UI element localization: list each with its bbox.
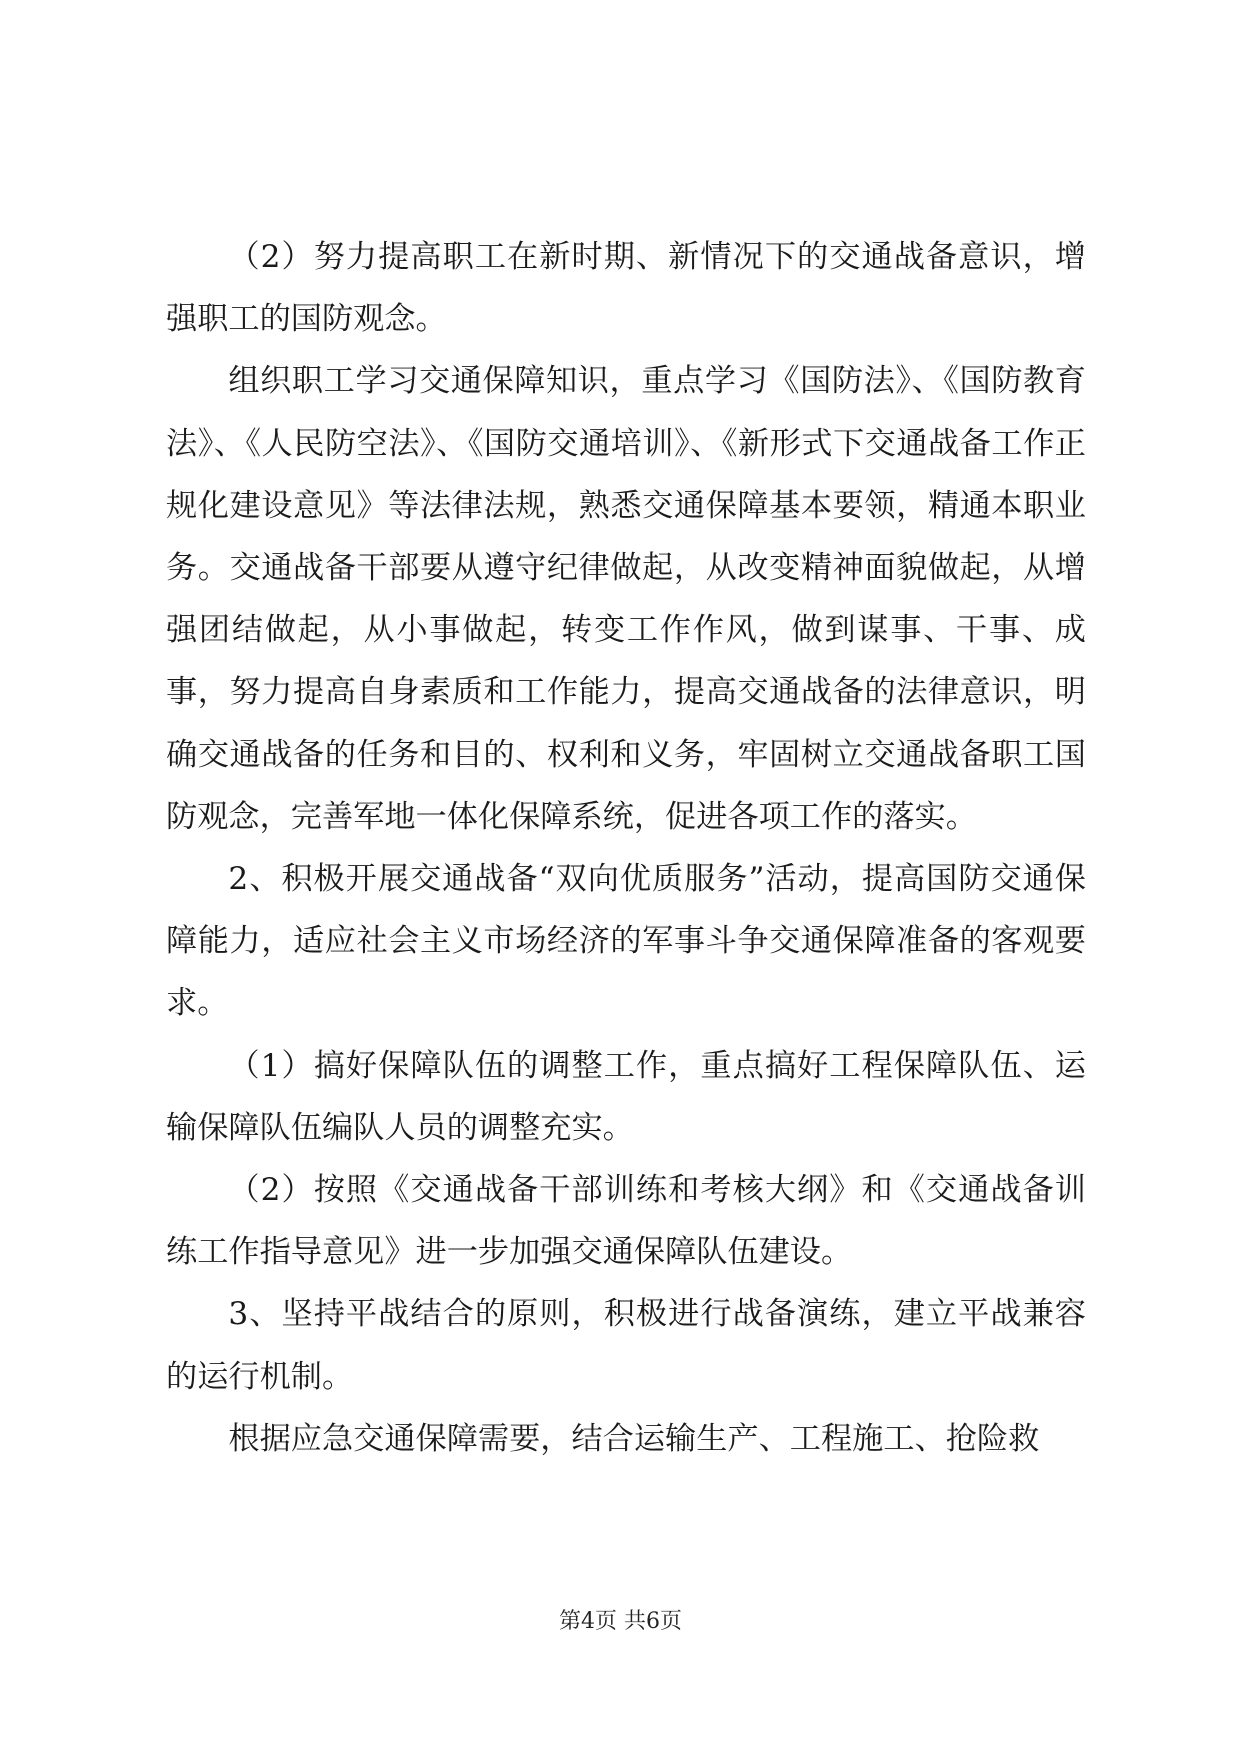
paragraph-7: 根据应急交通保障需要，结合运输生产、工程施工、抢险救: [228, 1420, 1040, 1457]
paragraph-3: 2、积极开展交通战备“双向优质服务”活动，提高国防交通保障能力，适应社会主义市场经济的军事斗争交通保障准备的客观要求。: [166, 861, 1086, 1022]
paragraph-4: （1）搞好保障队伍的调整工作，重点搞好工程保障队伍、运输保障队伍编队人员的调整充实。: [166, 1047, 1086, 1146]
document-body: [166, 226, 1086, 1470]
paragraph-1: （2）努力提高职工在新时期、新情况下的交通战备意识，增强职工的国防观念。: [166, 239, 1086, 338]
page-footer: 第4页 共6页: [559, 1609, 682, 1634]
paragraph-6: 3、坚持平战结合的原则，积极进行战备演练，建立平战兼容的运行机制。: [166, 1296, 1086, 1395]
paragraph-2: 组织职工学习交通保障知识，重点学习《国防法》、《国防教育法》、《人民防空法》、《国防交通培训》、《新形式下交通战备工作正规化建设意见》等法律法规，熟悉交通保障基本要领，精通本职业务。交通战备干部要从遵守纪律做起，从改变精神面貌做起，从增强团结做起，从小事做起，转变工作作风，做到谋事、干事、成事，努力提高自身素质和工作能力，提高交通战备的法律意识，明确交通战备的任务和目的、权利和义务，牢固树立交通战备职工国防观念，完善军地一体化保障系统，促进各项工作的落实。: [166, 363, 1086, 835]
paragraph-5: （2）按照《交通战备干部训练和考核大纲》和《交通战备训练工作指导意见》进一步加强交通保障队伍建设。: [166, 1172, 1086, 1271]
